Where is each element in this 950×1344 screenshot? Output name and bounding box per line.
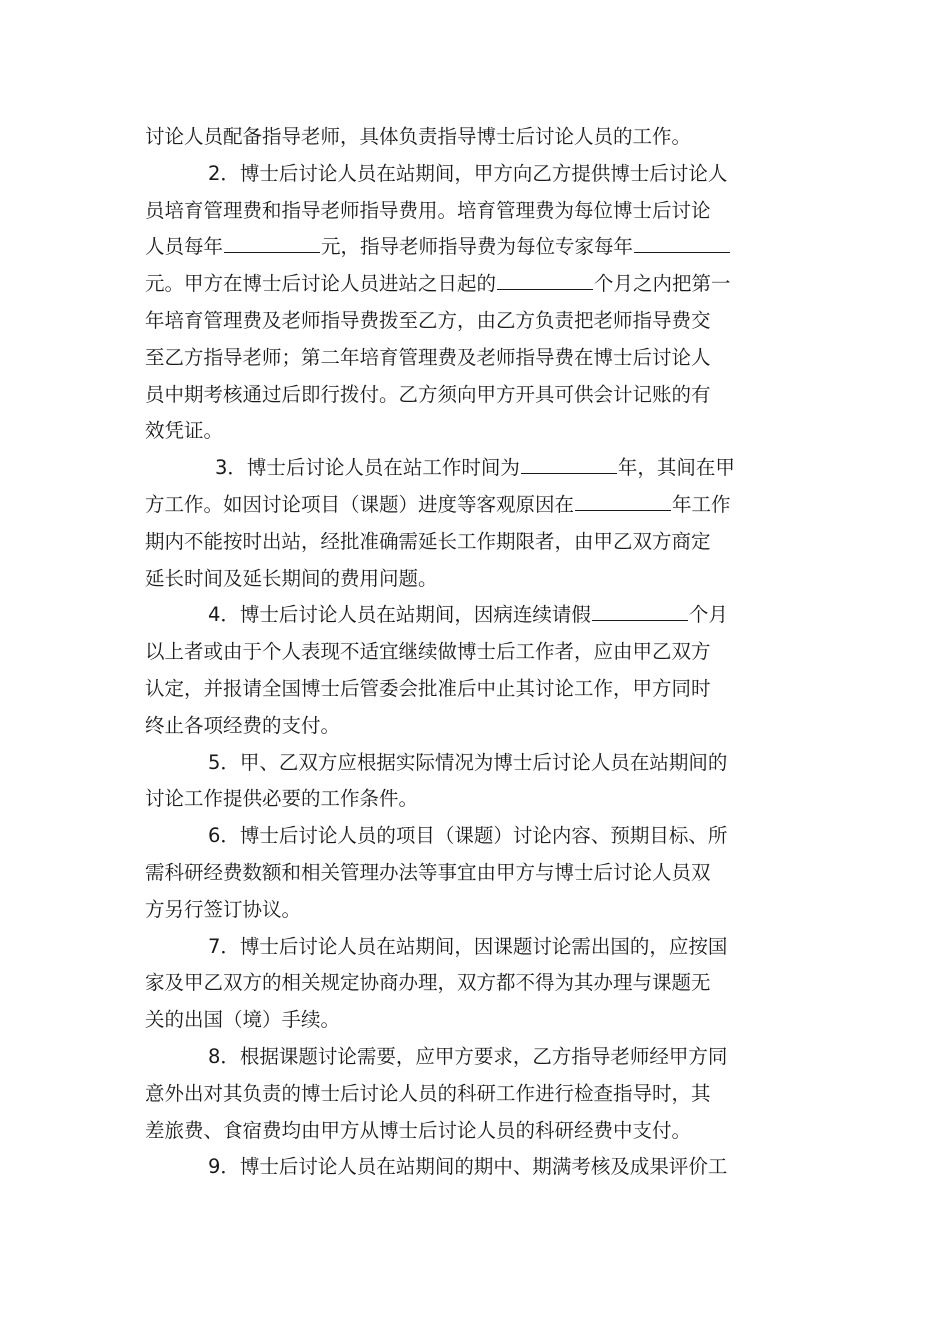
fill-in-blank [575, 509, 671, 511]
text-line [145, 156, 810, 193]
text-segment: 人员每年 [145, 235, 224, 259]
text-segment: 9．博士后讨论人员在站期间的期中、期满考核及成果评价工 [208, 1155, 728, 1179]
fill-in-blank [521, 472, 617, 474]
text-line [145, 745, 810, 782]
text-line [145, 119, 810, 156]
text-segment: 7．博士后讨论人员在站期间，因课题讨论需出国的，应按国 [208, 934, 728, 958]
text-line [145, 561, 810, 598]
fill-in-blank [592, 619, 688, 621]
text-segment: 意外出对其负责的博士后讨论人员的科研工作进行检查指导时，其 [145, 1081, 711, 1105]
fill-in-blank [497, 288, 593, 290]
text-segment: 年，其间在甲 [617, 456, 735, 480]
text-segment: 讨论人员配备指导老师，具体负责指导博士后讨论人员的工作。 [145, 125, 692, 148]
text-line [145, 965, 810, 1002]
text-line [145, 266, 810, 303]
text-line [145, 303, 810, 340]
text-segment: 差旅费、食宿费均由甲方从博士后讨论人员的科研经费中支付。 [145, 1118, 692, 1142]
text-segment: 员中期考核通过后即行拨付。乙方须向甲方开具可供会计记账的有 [145, 382, 711, 406]
text-line [145, 634, 810, 671]
text-line [145, 671, 810, 708]
text-line [145, 855, 810, 892]
text-segment: 8．根据课题讨论需要，应甲方要求，乙方指导老师经甲方同 [208, 1044, 728, 1068]
text-line [145, 818, 810, 855]
document-body [145, 119, 810, 1186]
fill-in-blank [224, 251, 320, 253]
text-segment: 4．博士后讨论人员在站期间，因病连续请假 [208, 603, 591, 627]
text-line [145, 1076, 810, 1113]
text-segment: 年培育管理费及老师指导费拨至乙方，由乙方负责把老师指导费交 [145, 308, 711, 332]
fill-in-blank [634, 251, 730, 253]
text-line [145, 708, 810, 745]
text-line [145, 450, 810, 487]
text-line [145, 1002, 810, 1039]
text-segment: 以上者或由于个人表现不适宜继续做博士后工作者，应由甲乙双方 [145, 640, 711, 664]
text-segment: 延长时间及延长期间的费用问题。 [145, 566, 438, 590]
text-segment: 元。甲方在博士后讨论人员进站之日起的 [145, 272, 497, 296]
text-segment: 员培育管理费和指导老师指导费用。培育管理费为每位博士后讨论 [145, 198, 711, 222]
text-line [145, 524, 810, 561]
text-line [145, 229, 810, 266]
text-line [145, 597, 810, 634]
text-segment: 元，指导老师指导费为每位专家每年 [321, 235, 634, 259]
text-segment: 年工作 [672, 492, 731, 516]
text-segment: 关的出国（境）手续。 [145, 1008, 341, 1032]
text-segment: 认定，并报请全国博士后管委会批准后中止其讨论工作，甲方同时 [145, 676, 711, 700]
text-segment: 效凭证。 [145, 419, 224, 443]
text-segment: 方另行签订协议。 [145, 897, 302, 921]
text-segment: 至乙方指导老师；第二年培育管理费及老师指导费在博士后讨论人 [145, 345, 711, 369]
text-line [145, 413, 810, 450]
text-segment: 3．博士后讨论人员在站工作时间为 [215, 456, 520, 480]
text-line [145, 377, 810, 414]
text-line [145, 1149, 810, 1186]
text-line [145, 1039, 810, 1076]
text-segment: 5．甲、乙双方应根据实际情况为博士后讨论人员在站期间的 [208, 750, 728, 774]
text-segment: 期内不能按时出站，经批准确需延长工作期限者，由甲乙双方商定 [145, 529, 711, 553]
text-segment: 需科研经费数额和相关管理办法等事宜由甲方与博士后讨论人员双 [145, 860, 711, 884]
text-segment: 终止各项经费的支付。 [145, 713, 341, 737]
text-line [145, 929, 810, 966]
text-line [145, 781, 810, 818]
text-line [145, 1113, 810, 1150]
text-segment: 讨论工作提供必要的工作条件。 [145, 787, 419, 811]
text-segment: 2．博士后讨论人员在站期间，甲方向乙方提供博士后讨论人 [208, 161, 728, 185]
text-segment: 家及甲乙双方的相关规定协商办理，双方都不得为其办理与课题无 [145, 971, 711, 995]
text-line [145, 340, 810, 377]
text-line [145, 193, 810, 230]
text-line [145, 892, 810, 929]
text-line [145, 487, 810, 524]
text-segment: 个月 [688, 603, 728, 627]
text-segment: 个月之内把第一 [594, 272, 731, 296]
text-segment: 6．博士后讨论人员的项目（课题）讨论内容、预期目标、所 [208, 824, 728, 848]
text-segment: 方工作。如因讨论项目（课题）进度等客观原因在 [145, 492, 575, 516]
